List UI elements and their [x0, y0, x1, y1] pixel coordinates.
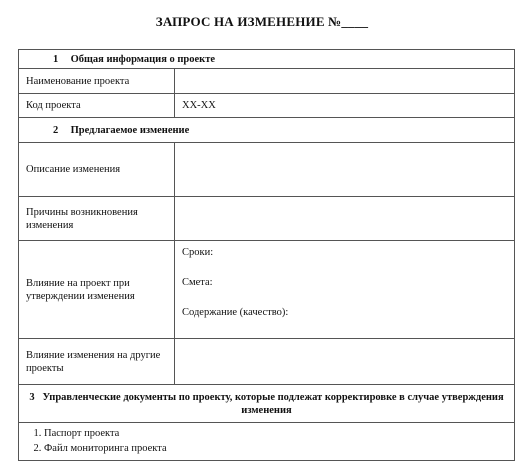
change-description-value[interactable]	[175, 143, 515, 197]
impact-on-project-row	[19, 241, 515, 339]
impact-on-other-value[interactable]	[175, 339, 515, 385]
documents-list	[28, 426, 508, 456]
list-item: 1. Паспорт проекта	[44, 426, 508, 441]
impact-budget-label: Смета:	[182, 277, 213, 288]
project-name-label: Наименование проекта	[19, 69, 175, 94]
section-2-header-row	[19, 118, 515, 143]
change-request-form	[18, 49, 515, 461]
impact-on-project-value[interactable]	[175, 241, 515, 339]
project-code-label: Код проекта	[19, 94, 175, 118]
project-name-row	[19, 69, 515, 94]
section-1-header-row	[19, 50, 515, 69]
documents-row	[19, 423, 515, 461]
impact-on-project-label: Влияние на проект при утверждении изменения	[19, 241, 175, 339]
impact-on-other-row	[19, 339, 515, 385]
impact-deadlines-label: Сроки:	[182, 247, 214, 258]
project-name-value[interactable]	[175, 69, 515, 94]
section-3-title: Управленческие документы по проекту, которые подлежат корректировке в случае утверждения изменения	[42, 391, 504, 416]
section-2-number: 2	[53, 124, 59, 136]
section-2-header	[19, 118, 515, 143]
section-1-title: Общая информация о проекте	[70, 53, 216, 65]
impact-on-other-label: Влияние изменения на другие проекты	[19, 339, 175, 385]
change-reasons-value[interactable]	[175, 197, 515, 241]
section-1-number: 1	[53, 53, 59, 65]
list-item: 2. Файл мониторинга проекта	[44, 441, 508, 456]
section-3-header	[19, 385, 515, 423]
change-reasons-row	[19, 197, 515, 241]
documents-list-cell	[19, 423, 515, 461]
section-1-header	[19, 50, 515, 69]
change-reasons-label: Причины возникновения изменения	[19, 197, 175, 241]
section-3-number: 3	[29, 391, 35, 403]
project-code-value[interactable]: XX-XX	[175, 94, 515, 118]
section-3-header-row	[19, 385, 515, 423]
project-code-row	[19, 94, 515, 118]
document-title: ЗАПРОС НА ИЗМЕНЕНИЕ №____	[155, 14, 369, 29]
change-description-row	[19, 143, 515, 197]
section-2-title: Предлагаемое изменение	[70, 124, 190, 136]
impact-scope-quality-label: Содержание (качество):	[182, 307, 289, 318]
change-description-label: Описание изменения	[19, 143, 175, 197]
